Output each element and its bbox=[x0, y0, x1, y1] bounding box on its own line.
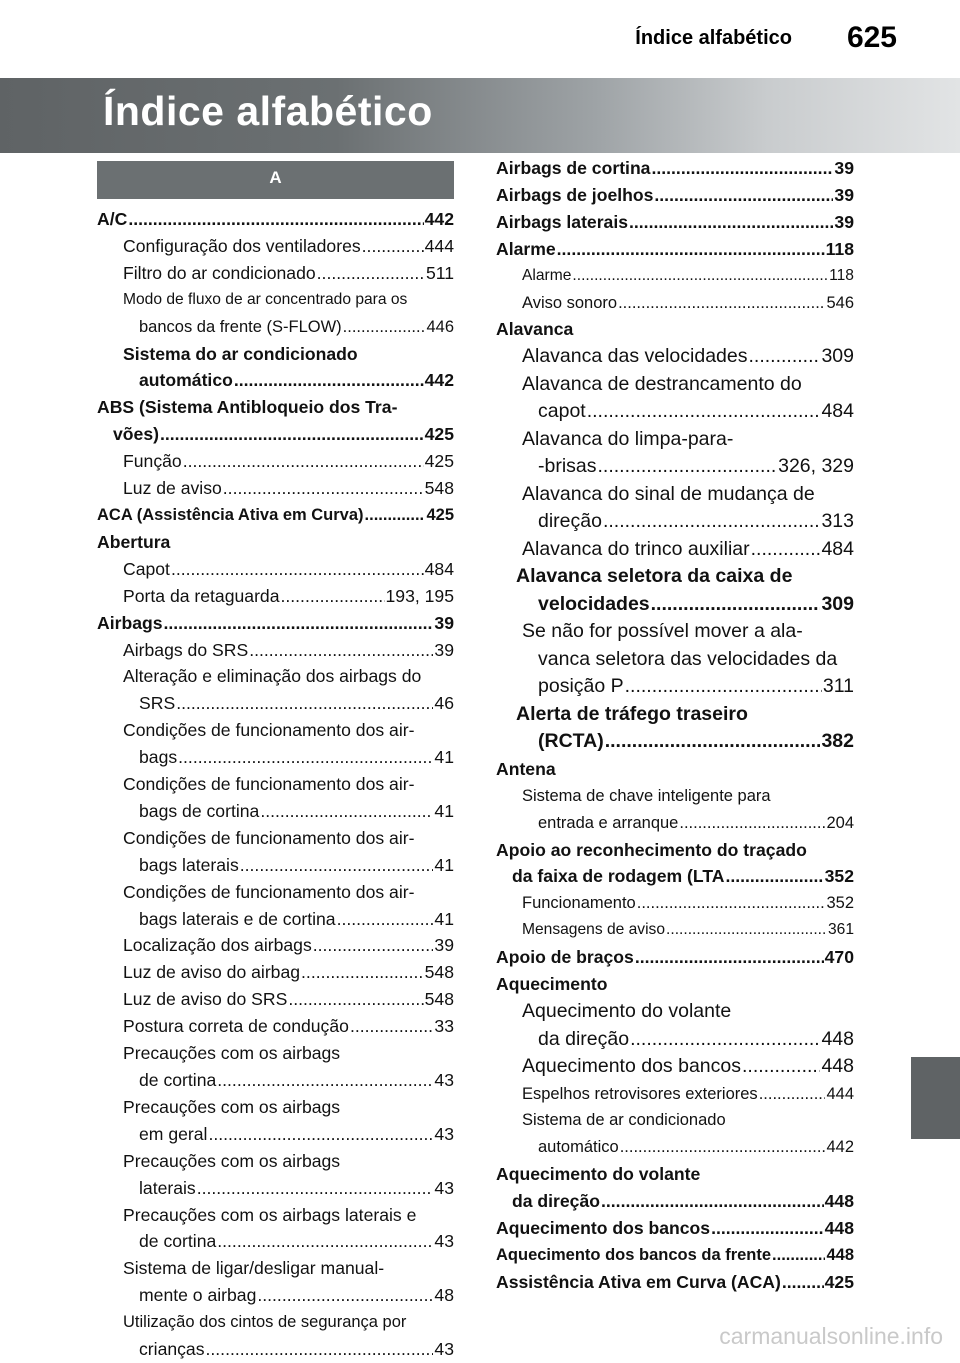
index-entry bbox=[496, 1134, 854, 1161]
index-entry bbox=[496, 1081, 854, 1108]
page-ref: 48 bbox=[434, 1285, 454, 1306]
chapter-title: Índice alfabético bbox=[103, 88, 433, 134]
index-entry bbox=[496, 1053, 854, 1081]
dot-leader bbox=[365, 502, 426, 529]
page-ref: 448 bbox=[824, 1218, 854, 1239]
index-term: Condições de funcionamento dos air- bbox=[123, 774, 415, 795]
dot-leader bbox=[249, 637, 433, 664]
index-entry bbox=[496, 1188, 854, 1215]
index-entry bbox=[496, 728, 854, 756]
index-term: -brisas bbox=[538, 455, 597, 478]
index-term: crianças bbox=[139, 1339, 205, 1360]
index-term: Airbags laterais bbox=[496, 211, 629, 232]
index-term: Sistema de chave inteligente para bbox=[522, 786, 771, 805]
index-entry bbox=[97, 1013, 454, 1040]
index-entry bbox=[496, 917, 854, 944]
page-ref: 309 bbox=[821, 592, 854, 615]
page-ref: 43 bbox=[434, 1177, 454, 1198]
index-entry bbox=[97, 556, 454, 583]
index-term: posição P bbox=[538, 675, 624, 698]
index-term: entrada e arranque bbox=[538, 813, 679, 832]
page-ref: 442 bbox=[826, 1138, 854, 1157]
index-entry bbox=[97, 879, 454, 906]
index-entry bbox=[97, 1175, 454, 1202]
index-entry bbox=[97, 637, 454, 664]
index-entry bbox=[97, 906, 454, 933]
dot-leader bbox=[782, 1269, 824, 1296]
dot-leader bbox=[651, 155, 833, 182]
index-term: bancos da frente (S-FLOW) bbox=[139, 317, 342, 336]
index-entry bbox=[97, 1121, 454, 1148]
index-term: Precauções com os airbags laterais e bbox=[123, 1204, 417, 1225]
dot-leader bbox=[742, 1053, 820, 1081]
dot-leader bbox=[651, 591, 821, 619]
index-entry bbox=[97, 341, 454, 368]
dot-leader bbox=[603, 508, 820, 536]
index-term: A/C bbox=[97, 209, 128, 229]
index-term: Condições de funcionamento dos air- bbox=[123, 720, 415, 741]
index-entry bbox=[97, 1282, 454, 1309]
dot-leader bbox=[281, 583, 385, 610]
index-term: Se não for possível mover a ala- bbox=[522, 620, 803, 643]
page-ref: 313 bbox=[821, 510, 854, 533]
page-ref: 442 bbox=[424, 209, 454, 229]
index-entry bbox=[496, 810, 854, 837]
index-entry bbox=[496, 453, 854, 481]
index-term: vões) bbox=[113, 424, 159, 445]
dot-leader bbox=[164, 610, 434, 637]
dot-leader bbox=[178, 744, 433, 771]
page-ref: 39 bbox=[834, 184, 854, 205]
index-term: Abertura bbox=[97, 531, 171, 552]
page-ref: 39 bbox=[434, 935, 454, 956]
index-list-right bbox=[496, 155, 854, 1296]
page-ref: 548 bbox=[424, 962, 454, 983]
index-entry bbox=[97, 1336, 454, 1363]
page-ref: 470 bbox=[824, 947, 854, 968]
dot-leader bbox=[620, 1134, 826, 1161]
index-entry bbox=[97, 825, 454, 852]
dot-leader bbox=[572, 263, 828, 290]
dot-leader bbox=[313, 932, 434, 959]
index-term: da direção bbox=[512, 1191, 601, 1212]
index-entry bbox=[97, 717, 454, 744]
index-term: Utilização dos cintos de segurança por bbox=[123, 1313, 407, 1332]
dot-leader bbox=[288, 986, 423, 1013]
index-term: Espelhos retrovisores exteriores bbox=[522, 1084, 758, 1103]
page-number: 625 bbox=[846, 21, 897, 54]
dot-leader bbox=[197, 1175, 434, 1202]
index-entry bbox=[496, 290, 854, 317]
index-term: Alerta de tráfego traseiro bbox=[516, 702, 748, 725]
index-entry bbox=[97, 798, 454, 825]
index-term: Luz de aviso do SRS bbox=[123, 989, 288, 1010]
index-term: da direção bbox=[538, 1027, 630, 1050]
dot-leader bbox=[343, 314, 426, 341]
index-term: Aviso sonoro bbox=[522, 293, 618, 312]
index-entry bbox=[496, 209, 854, 236]
index-entry bbox=[97, 367, 454, 394]
page-ref: 311 bbox=[822, 675, 854, 698]
index-entry bbox=[97, 932, 454, 959]
index-entry bbox=[496, 783, 854, 810]
index-term: Luz de aviso do airbag bbox=[123, 962, 301, 983]
dot-leader bbox=[772, 1242, 825, 1269]
index-entry bbox=[496, 236, 854, 263]
index-entry bbox=[97, 206, 454, 233]
index-entry bbox=[496, 155, 854, 182]
index-entry bbox=[496, 646, 854, 674]
index-term: Airbags do SRS bbox=[123, 639, 249, 660]
index-term: Precauções com os airbags bbox=[123, 1096, 341, 1117]
index-term: Aquecimento do volante bbox=[496, 1164, 701, 1185]
index-term: Airbags de joelhos bbox=[496, 184, 654, 205]
index-entry bbox=[496, 343, 854, 371]
index-term: Sistema de ligar/desligar manual- bbox=[123, 1258, 385, 1279]
index-term: Configuração dos ventiladores bbox=[123, 235, 361, 256]
index-term: ABS (Sistema Antibloqueio dos Tra- bbox=[97, 397, 398, 418]
index-entry bbox=[97, 959, 454, 986]
page-ref: 382 bbox=[821, 730, 854, 753]
page-ref: 118 bbox=[829, 266, 854, 284]
index-term: em geral bbox=[139, 1123, 208, 1144]
index-column-left bbox=[97, 155, 454, 1363]
page-ref: 484 bbox=[424, 558, 454, 579]
dot-leader bbox=[337, 906, 434, 933]
dot-leader bbox=[711, 1215, 824, 1242]
page-ref: 446 bbox=[426, 317, 454, 336]
index-entry bbox=[97, 448, 454, 475]
index-entry bbox=[496, 563, 854, 591]
index-entry bbox=[496, 481, 854, 509]
page-ref: 43 bbox=[434, 1123, 454, 1144]
page-ref: 193, 195 bbox=[385, 585, 454, 606]
page-ref: 448 bbox=[821, 1055, 854, 1077]
index-entry bbox=[97, 233, 454, 260]
dot-leader bbox=[630, 1026, 820, 1054]
index-entry bbox=[496, 944, 854, 971]
dot-leader bbox=[260, 798, 433, 825]
page-ref: 448 bbox=[824, 1191, 854, 1212]
page-ref: 484 bbox=[821, 537, 854, 560]
dot-leader bbox=[587, 398, 821, 426]
dot-leader bbox=[557, 236, 825, 263]
chapter-banner bbox=[0, 78, 960, 153]
index-entry bbox=[496, 316, 854, 343]
page-ref: 352 bbox=[826, 894, 854, 913]
index-entry bbox=[97, 502, 454, 529]
index-term: Condições de funcionamento dos air- bbox=[123, 881, 415, 902]
page-ref: 425 bbox=[424, 451, 454, 472]
index-entry bbox=[496, 890, 854, 917]
page-ref: 361 bbox=[827, 921, 854, 939]
index-term: bags laterais bbox=[139, 854, 239, 875]
index-entry bbox=[97, 475, 454, 502]
running-header-title: Índice alfabético bbox=[635, 27, 792, 49]
index-term: laterais bbox=[139, 1177, 196, 1198]
page-ref: 41 bbox=[434, 908, 454, 929]
page-ref: 548 bbox=[424, 989, 454, 1010]
dot-leader bbox=[725, 863, 823, 890]
index-entry bbox=[496, 863, 854, 890]
dot-leader bbox=[257, 1282, 433, 1309]
index-entry bbox=[496, 756, 854, 783]
index-entry bbox=[496, 1269, 854, 1296]
index-term: Porta da retaguarda bbox=[123, 585, 280, 606]
dot-leader bbox=[350, 1013, 433, 1040]
dot-leader bbox=[751, 536, 821, 564]
dot-leader bbox=[625, 673, 822, 701]
thumb-index-tab bbox=[911, 1057, 960, 1139]
page-ref: 425 bbox=[426, 505, 454, 524]
index-term: Modo de fluxo de ar concentrado para os bbox=[123, 290, 408, 308]
dot-leader bbox=[183, 448, 424, 475]
index-term: de cortina bbox=[139, 1231, 217, 1252]
index-term: Filtro do ar condicionado bbox=[123, 262, 316, 283]
page-ref: 46 bbox=[434, 693, 454, 714]
page-ref: 326, 329 bbox=[778, 455, 854, 478]
index-entry bbox=[496, 263, 854, 290]
index-term: Postura correta de condução bbox=[123, 1016, 349, 1037]
index-term: bags laterais e de cortina bbox=[139, 908, 336, 929]
index-entry bbox=[496, 1026, 854, 1054]
index-entry bbox=[97, 1309, 454, 1336]
dot-leader bbox=[176, 690, 433, 717]
index-term: Aquecimento dos bancos bbox=[522, 1055, 741, 1077]
dot-leader bbox=[679, 810, 825, 837]
page-ref: 39 bbox=[834, 211, 854, 232]
index-entry bbox=[97, 1067, 454, 1094]
page-ref: 39 bbox=[434, 612, 454, 633]
page-ref: 444 bbox=[424, 235, 454, 256]
index-term: automático bbox=[538, 1138, 619, 1157]
index-entry bbox=[97, 744, 454, 771]
index-term: Antena bbox=[496, 758, 556, 779]
index-entry bbox=[496, 591, 854, 619]
dot-leader bbox=[160, 421, 424, 448]
index-entry bbox=[97, 610, 454, 637]
index-entry bbox=[97, 771, 454, 798]
page-ref: 425 bbox=[424, 424, 454, 445]
dot-leader bbox=[217, 1067, 433, 1094]
index-entry bbox=[97, 314, 454, 341]
dot-leader bbox=[208, 1121, 433, 1148]
index-term: Assistência Ativa em Curva (ACA) bbox=[496, 1271, 781, 1292]
index-term: Apoio de braços bbox=[496, 947, 634, 968]
page-ref: 425 bbox=[824, 1271, 854, 1292]
page-ref: 548 bbox=[424, 478, 454, 499]
index-list-left bbox=[97, 206, 454, 1363]
index-term: Alavanca do trinco auxiliar bbox=[522, 537, 750, 560]
index-entry bbox=[97, 421, 454, 448]
dot-leader bbox=[629, 209, 833, 236]
index-term: Airbags bbox=[97, 612, 163, 633]
dot-leader bbox=[748, 343, 820, 371]
index-term: Alavanca do limpa-para- bbox=[522, 427, 734, 450]
index-term: Airbags de cortina bbox=[496, 158, 651, 178]
index-column-right bbox=[496, 155, 854, 1296]
index-term: ACA (Assistência Ativa em Curva) bbox=[97, 505, 364, 524]
dot-leader bbox=[240, 852, 434, 879]
index-term: Função bbox=[123, 451, 182, 472]
index-term: velocidades bbox=[538, 592, 650, 615]
index-term: Localização dos airbags bbox=[123, 935, 312, 956]
index-entry bbox=[496, 998, 854, 1026]
index-entry bbox=[496, 398, 854, 426]
index-entry bbox=[97, 986, 454, 1013]
index-entry bbox=[97, 1255, 454, 1282]
page-ref: 448 bbox=[821, 1027, 854, 1050]
index-term: Alavanca do sinal de mudança de bbox=[522, 482, 815, 505]
dot-leader bbox=[234, 367, 424, 394]
index-entry bbox=[496, 701, 854, 729]
index-term: Sistema do ar condicionado bbox=[123, 343, 358, 364]
index-entry bbox=[496, 837, 854, 864]
dot-leader bbox=[223, 475, 424, 502]
index-term: Precauções com os airbags bbox=[123, 1043, 341, 1064]
index-term: Capot bbox=[123, 558, 170, 579]
index-entry bbox=[97, 394, 454, 421]
index-entry bbox=[496, 1215, 854, 1242]
index-entry bbox=[97, 690, 454, 717]
dot-leader bbox=[605, 728, 821, 756]
index-entry bbox=[97, 529, 454, 556]
index-term: Luz de aviso bbox=[123, 478, 222, 499]
index-entry bbox=[97, 1148, 454, 1175]
index-term: Alavanca seletora da caixa de bbox=[516, 565, 793, 588]
page-ref: 43 bbox=[434, 1339, 454, 1360]
page-ref: 43 bbox=[434, 1231, 454, 1252]
index-term: SRS bbox=[139, 693, 176, 714]
page-ref: 41 bbox=[434, 800, 454, 821]
index-entry bbox=[97, 663, 454, 690]
watermark: carmanualsonline.info bbox=[719, 1323, 943, 1349]
index-entry bbox=[97, 852, 454, 879]
page-ref: 511 bbox=[425, 262, 454, 283]
page-ref: 33 bbox=[434, 1016, 454, 1037]
index-entry bbox=[496, 371, 854, 399]
index-term: Aquecimento do volante bbox=[522, 1000, 732, 1022]
index-entry bbox=[97, 1202, 454, 1229]
dot-leader bbox=[171, 556, 424, 583]
dot-leader bbox=[598, 453, 778, 481]
page-ref: 309 bbox=[821, 345, 854, 368]
index-term: Funcionamento bbox=[522, 894, 636, 913]
dot-leader bbox=[635, 944, 824, 971]
index-entry bbox=[496, 1161, 854, 1188]
page-ref: 43 bbox=[434, 1070, 454, 1090]
page-ref: 39 bbox=[434, 639, 454, 660]
index-entry bbox=[496, 618, 854, 646]
index-term: da faixa de rodagem (LTA bbox=[512, 866, 725, 887]
index-term: Mensagens de aviso bbox=[522, 921, 666, 939]
index-entry bbox=[496, 1242, 854, 1269]
dot-leader bbox=[301, 959, 424, 986]
index-entry bbox=[496, 426, 854, 454]
page-ref: 444 bbox=[826, 1084, 854, 1103]
index-entry bbox=[97, 1228, 454, 1255]
index-entry bbox=[496, 673, 854, 701]
index-term: automático bbox=[139, 370, 233, 391]
index-term: Sistema de ar condicionado bbox=[522, 1111, 726, 1130]
dot-leader bbox=[666, 917, 827, 944]
index-entry bbox=[97, 287, 454, 314]
section-letter-header: A bbox=[97, 161, 454, 199]
index-entry bbox=[97, 1040, 454, 1067]
index-entry bbox=[496, 536, 854, 564]
index-term: capot bbox=[538, 400, 586, 423]
index-term: mente o airbag bbox=[139, 1285, 257, 1306]
index-term: Apoio ao reconhecimento do traçado bbox=[496, 839, 807, 860]
index-term: Alarme bbox=[496, 238, 556, 259]
dot-leader bbox=[362, 233, 424, 260]
page-ref: 39 bbox=[834, 158, 854, 178]
index-term: direção bbox=[538, 510, 602, 533]
index-term: Alavanca de destrancamento do bbox=[522, 372, 802, 395]
dot-leader bbox=[206, 1336, 434, 1363]
index-term: Alavanca das velocidades bbox=[522, 345, 748, 368]
index-term: Aquecimento bbox=[496, 974, 608, 995]
page-ref: 352 bbox=[824, 866, 854, 887]
index-term: Alteração e eliminação dos airbags do bbox=[123, 666, 422, 687]
index-entry bbox=[496, 1107, 854, 1134]
index-entry bbox=[97, 583, 454, 610]
index-term: Precauções com os airbags bbox=[123, 1150, 341, 1171]
index-term: Alarme bbox=[522, 266, 572, 284]
page-ref: 118 bbox=[825, 238, 854, 259]
index-term: Aquecimento dos bancos da frente bbox=[496, 1245, 772, 1264]
page-ref: 484 bbox=[821, 400, 854, 423]
dot-leader bbox=[759, 1081, 826, 1108]
dot-leader bbox=[128, 206, 423, 233]
page-ref: 41 bbox=[434, 854, 454, 875]
index-entry bbox=[97, 260, 454, 287]
dot-leader bbox=[217, 1228, 433, 1255]
page-ref: 41 bbox=[434, 747, 454, 768]
index-term: (RCTA) bbox=[538, 730, 604, 753]
dot-leader bbox=[637, 890, 826, 917]
page-ref: 448 bbox=[826, 1245, 854, 1264]
index-entry bbox=[496, 508, 854, 536]
index-entry bbox=[496, 971, 854, 998]
index-term: Aquecimento dos bancos bbox=[496, 1218, 711, 1239]
index-term: Condições de funcionamento dos air- bbox=[123, 827, 415, 848]
index-term: bags bbox=[139, 747, 178, 768]
dot-leader bbox=[317, 260, 425, 287]
dot-leader bbox=[601, 1188, 824, 1215]
page-ref: 204 bbox=[826, 813, 854, 832]
index-term: de cortina bbox=[139, 1070, 217, 1090]
index-term: bags de cortina bbox=[139, 800, 260, 821]
dot-leader bbox=[654, 182, 833, 209]
page-ref: 546 bbox=[826, 293, 854, 312]
index-entry bbox=[496, 182, 854, 209]
index-entry bbox=[97, 1094, 454, 1121]
index-term: vanca seletora das velocidades da bbox=[538, 647, 838, 670]
dot-leader bbox=[618, 290, 825, 317]
page-ref: 442 bbox=[424, 370, 454, 391]
index-term: Alavanca bbox=[496, 319, 574, 340]
